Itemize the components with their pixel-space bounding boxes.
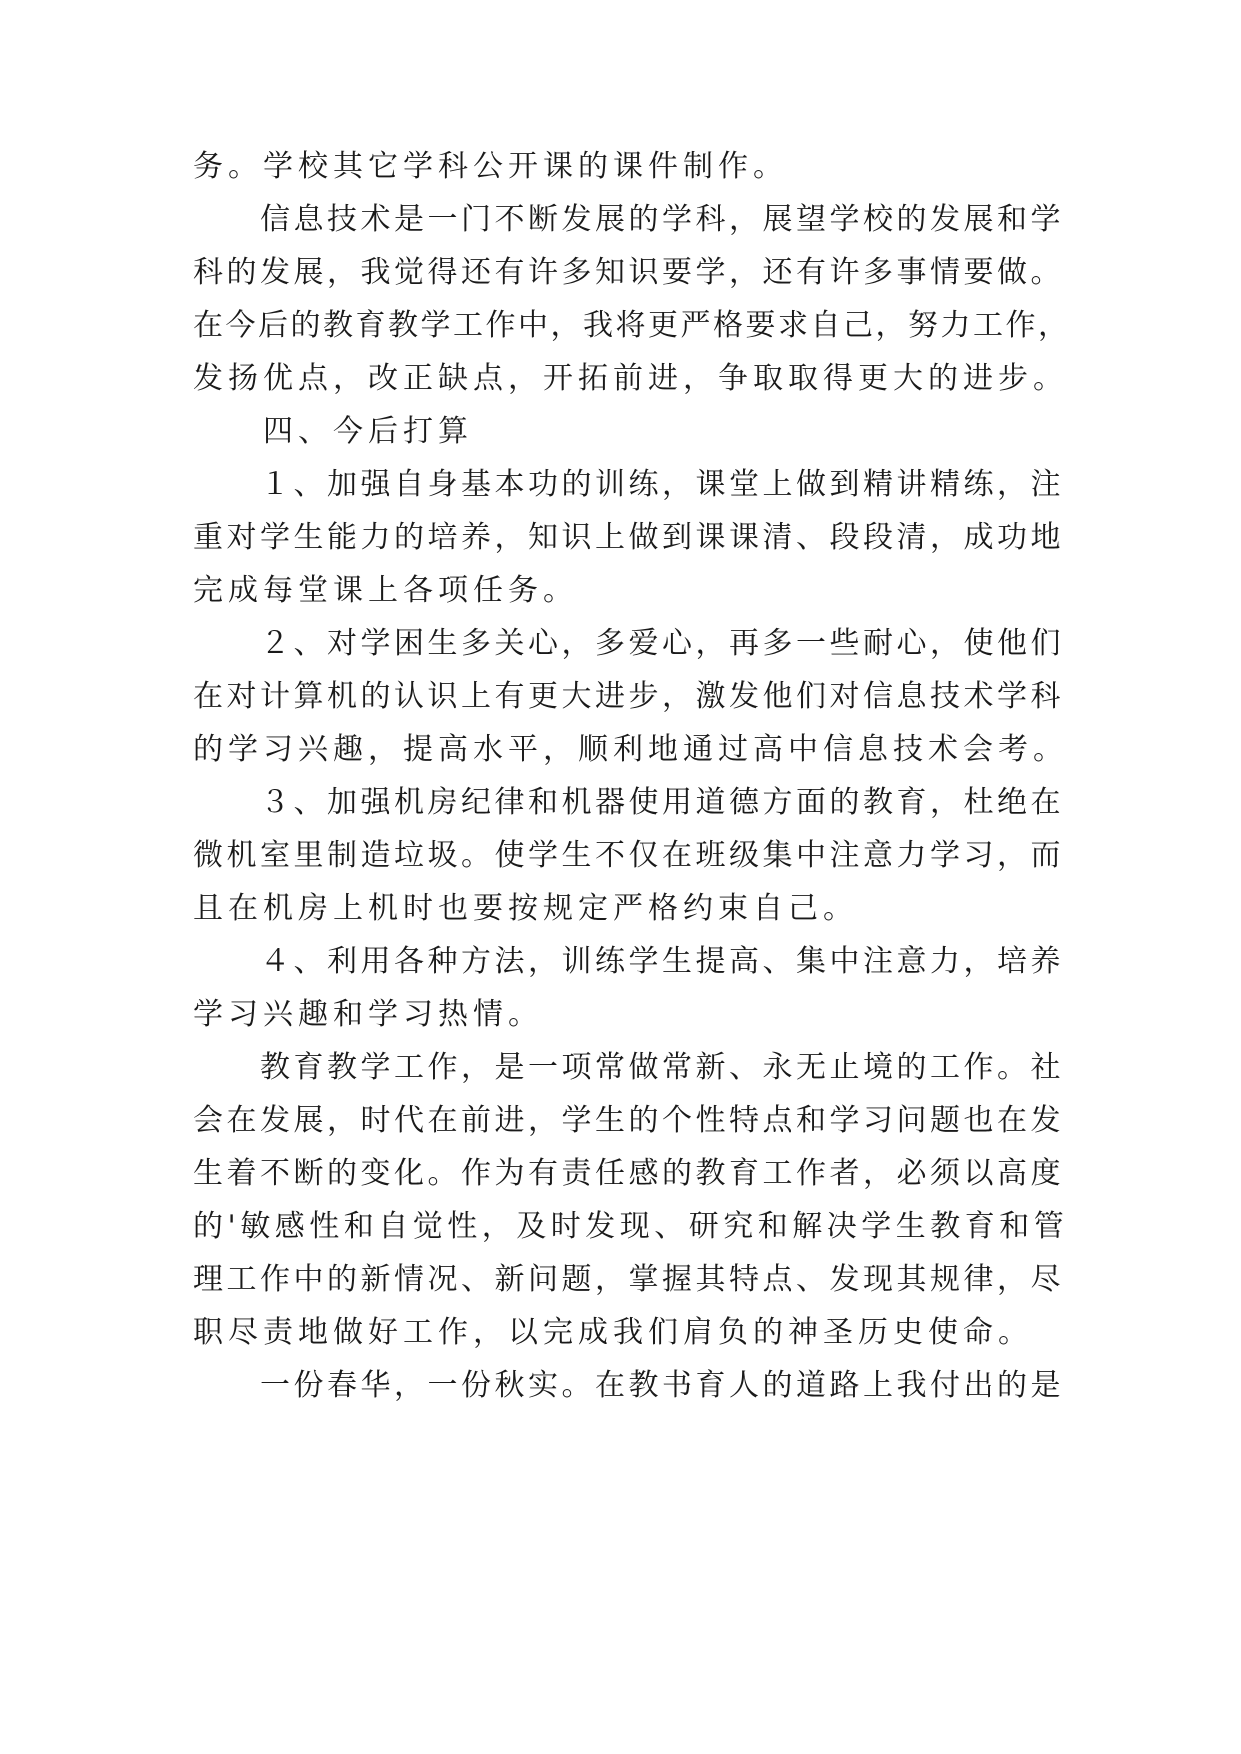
text-line: 且在机房上机时也要按规定严格约束自己。: [193, 891, 858, 926]
text-line: ４、利用各种方法，训练学生提高、集中注意力，培养: [193, 944, 1064, 979]
text-line: 一份春华，一份秋实。在教书育人的道路上我付出的是: [193, 1368, 1064, 1403]
text-line: 信息技术是一门不断发展的学科，展望学校的发展和学: [193, 202, 1064, 237]
text-line: 教育教学工作，是一项常做常新、永无止境的工作。社: [193, 1050, 1064, 1085]
text-line: 在对计算机的认识上有更大进步，激发他们对信息技术学科: [193, 679, 1064, 714]
text-line: 学习兴趣和学习热情。: [193, 997, 543, 1032]
text-line: １、加强自身基本功的训练，课堂上做到精讲精练，注: [193, 467, 1064, 502]
text-line: 职尽责地做好工作，以完成我们肩负的神圣历史使命。: [193, 1315, 1033, 1350]
text-line: 完成每堂课上各项任务。: [193, 573, 578, 608]
text-line: 的学习兴趣，提高水平，顺利地通过高中信息技术会考。: [193, 732, 1068, 767]
text-line: 理工作中的新情况、新问题，掌握其特点、发现其规律，尽: [193, 1262, 1064, 1297]
text-line: 生着不断的变化。作为有责任感的教育工作者，必须以高度: [193, 1156, 1064, 1191]
text-line: 重对学生能力的培养，知识上做到课课清、段段清，成功地: [193, 520, 1064, 555]
text-line: 会在发展，时代在前进，学生的个性特点和学习问题也在发: [193, 1103, 1064, 1138]
text-line: ３、加强机房纪律和机器使用道德方面的教育，杜绝在: [193, 785, 1064, 820]
text-line: 发扬优点，改正缺点，开拓前进，争取取得更大的进步。: [193, 361, 1068, 396]
text-line: 在今后的教育教学工作中，我将更严格要求自己，努力工作，: [193, 308, 1071, 343]
text-line: ２、对学困生多关心，多爱心，再多一些耐心，使他们: [193, 626, 1064, 661]
text-line: 的'敏感性和自觉性，及时发现、研究和解决学生教育和管: [193, 1209, 1069, 1244]
text-line: 务。学校其它学科公开课的课件制作。: [193, 149, 788, 184]
text-line: 科的发展，我觉得还有许多知识要学，还有许多事情要做。: [193, 255, 1064, 290]
section-heading: 四、今后打算: [193, 414, 473, 449]
text-line: 微机室里制造垃圾。使学生不仅在班级集中注意力学习，而: [193, 838, 1064, 873]
